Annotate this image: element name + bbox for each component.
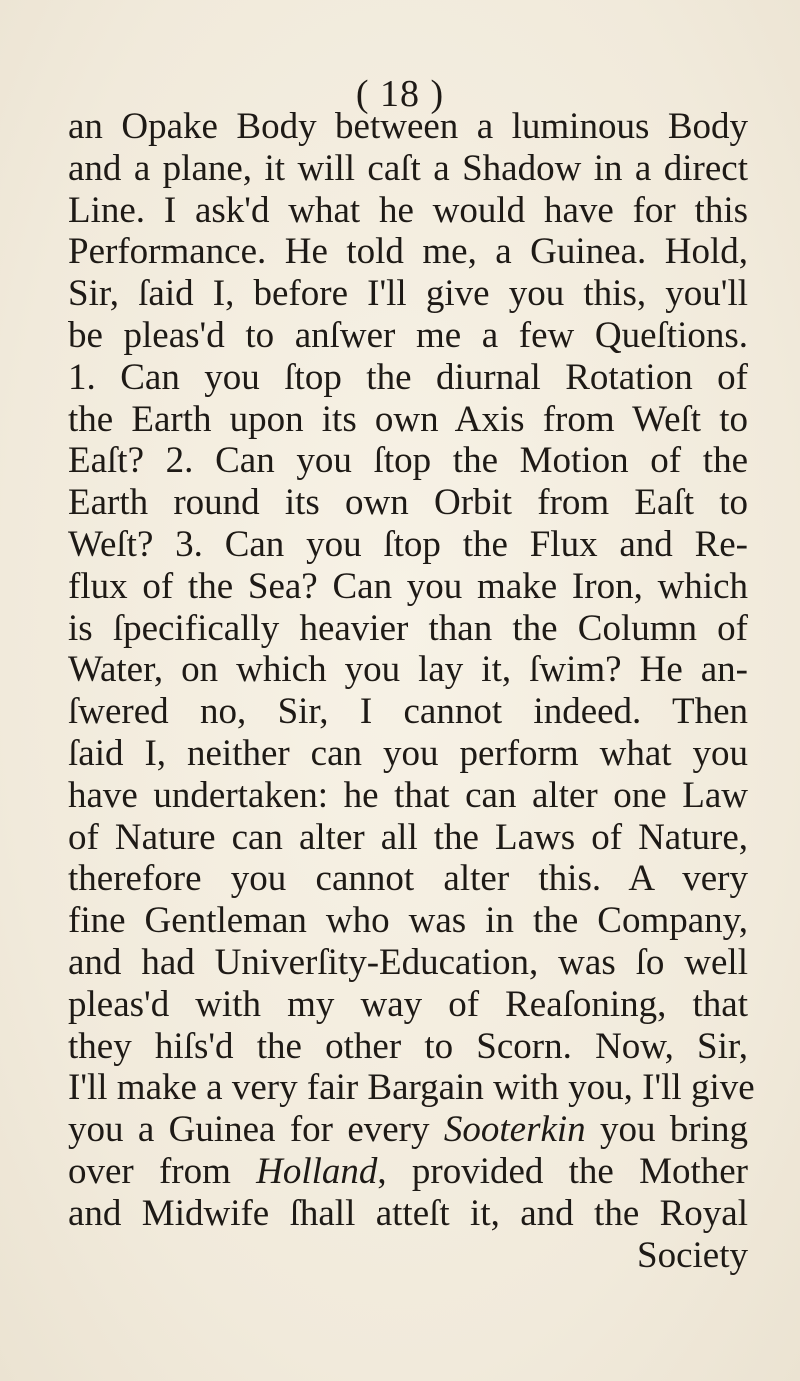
text-line-23: they hiſs'd the other to Scorn. Now, Sir, — [68, 1025, 748, 1067]
text-line-4: Performance. He told me, a Guinea. Hold, — [68, 231, 748, 273]
text-line-8: the Earth upon its own Axis from Weſt to — [68, 398, 748, 440]
line-26-text-before: over from — [68, 1150, 257, 1192]
text-line-15: ſwered no, Sir, I cannot indeed. Then — [68, 691, 748, 733]
italic-word-holland: Holland — [256, 1150, 378, 1192]
text-line-27: and Midwife ſhall atteſt it, and the Royal — [68, 1192, 748, 1234]
text-line-1: an Opake Body between a luminous Body — [68, 106, 748, 147]
text-line-24: I'll make a very fair Bargain with you, I'll give — [68, 1067, 755, 1109]
italic-word-sooterkin: Sooterkin — [443, 1109, 586, 1151]
line-26-text-after: , provided the Mother — [377, 1150, 748, 1192]
text-line-7: 1. Can you ſtop the diurnal Rotation of — [68, 356, 748, 398]
text-line-22: pleas'd with my way of Reaſoning, that — [68, 983, 748, 1025]
text-line-9: Eaſt? 2. Can you ſtop the Motion of the — [68, 440, 748, 482]
text-line-11: Weſt? 3. Can you ſtop the Flux and Re- — [68, 523, 748, 565]
body-text — [68, 106, 755, 1276]
text-line-17: have undertaken: he that can alter one Law — [68, 774, 748, 816]
text-line-14: Water, on which you lay it, ſwim? He an- — [68, 649, 748, 691]
text-line-25 — [68, 1109, 748, 1151]
text-line-2: and a plane, it will caſt a Shadow in a direct — [68, 147, 748, 189]
text-line-26 — [68, 1151, 748, 1193]
text-line-19: therefore you cannot alter this. A very — [68, 858, 748, 900]
text-line-13: is ſpecifically heavier than the Column of — [68, 607, 748, 649]
text-line-16: ſaid I, neither can you perform what you — [68, 732, 748, 774]
text-line-18: of Nature can alter all the Laws of Nature, — [68, 816, 748, 858]
text-line-21: and had Univerſity-Education, was ſo well — [68, 941, 748, 983]
text-line-3: Line. I ask'd what he would have for this — [68, 189, 748, 231]
text-line-10: Earth round its own Orbit from Eaſt to — [68, 482, 748, 524]
catchword: Society — [637, 1234, 748, 1276]
text-line-6: be pleas'd to anſwer me a few Queſtions. — [68, 314, 748, 356]
text-line-12: flux of the Sea? Can you make Iron, which — [68, 565, 748, 607]
text-line-5: Sir, ſaid I, before I'll give you this, you'll — [68, 273, 748, 315]
line-25-text-after: you bring — [585, 1109, 749, 1151]
page-number: ( 18 ) — [355, 73, 445, 115]
text-line-20: fine Gentleman who was in the Company, — [68, 900, 748, 942]
line-25-text-before: you a Guinea for every — [68, 1109, 444, 1151]
